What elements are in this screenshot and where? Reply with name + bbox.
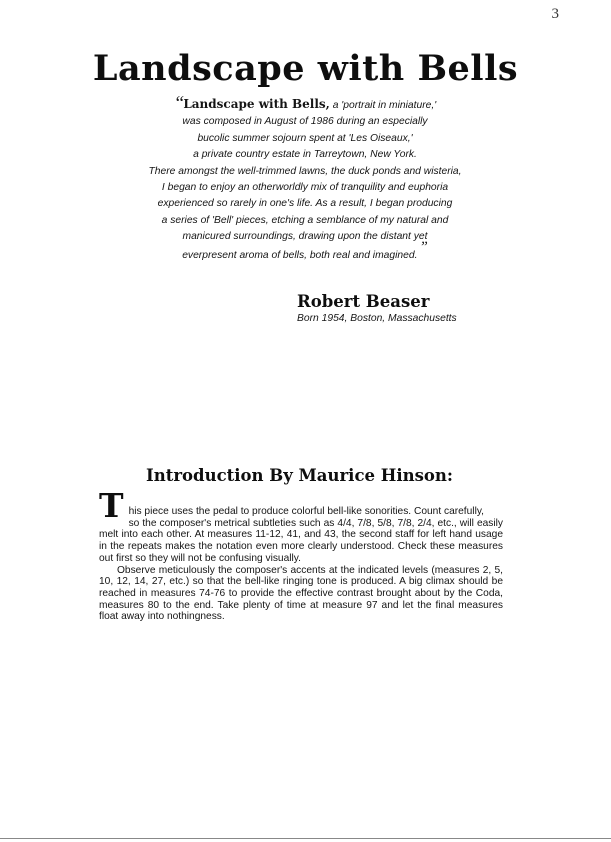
quote-line: manicured surroundings, drawing upon the distant yet xyxy=(182,231,428,243)
quote-line-1-rest: a 'portrait in miniature,' xyxy=(329,100,437,111)
introduction-body xyxy=(99,486,503,623)
paragraph-1-first-line: his piece uses the pedal to produce colorful bell-like sonorities. Count carefully, xyxy=(128,506,484,517)
page-number: 3 xyxy=(551,6,559,22)
introduction-paragraph-1 xyxy=(99,486,503,565)
quote-lead-title: Landscape with Bells, xyxy=(183,97,330,111)
quote-line: a series of 'Bell' pieces, etching a semblance of my natural and xyxy=(161,214,449,226)
close-quote-mark: ” xyxy=(419,238,428,255)
quote-line: There amongst the well-trimmed lawns, the duck ponds and wisteria, xyxy=(148,165,462,177)
composer-quote xyxy=(120,93,490,264)
quote-line: a private country estate in Tarreytown, New York. xyxy=(193,149,417,161)
paragraph-1-rest: so the composer's metrical subtleties such as 4/4, 7/8, 5/8, 7/8, 2/4, etc., will easily melt into each other. At measures 11-12, 41, and 43, the second staff for left hand usage in the repeats makes the notation even more clearly understood. Check these measures out first so they will not be confusing visually. xyxy=(99,517,503,564)
quote-line: was composed in August of 1986 during an especially xyxy=(182,116,428,128)
quote-line: experienced so rarely in one's life. As a result, I began producing xyxy=(157,198,453,210)
introduction-paragraph-2: Observe meticulously the composer's accents at the indicated levels (measures 2, 5, 10, 12, 14, 27, etc.) so that the bell-like ringing tone is produced. A big climax should be reached in measures 74-76 to provide the effective contrast brought about by the Coda, measures 80 to the end. Take plenty of time at measure 97 and let the final measures float away into nothingness. xyxy=(99,564,503,623)
introduction-heading: Introduction By Maurice Hinson: xyxy=(146,466,453,485)
composer-name: Robert Beaser xyxy=(297,292,430,311)
page-title: Landscape with Bells xyxy=(92,48,519,89)
composer-info: Born 1954, Boston, Massachusetts xyxy=(297,313,457,324)
quote-line-last-text: everpresent aroma of bells, both real and imagined. xyxy=(182,249,418,261)
quote-line-1 xyxy=(120,93,490,114)
bottom-rule xyxy=(0,838,611,839)
open-quote-mark: “ xyxy=(173,93,184,114)
quote-line: I began to enjoy an otherworldly mix of tranquility and euphoria xyxy=(161,182,449,194)
drop-cap: T xyxy=(99,486,124,525)
quote-line-last xyxy=(120,238,490,264)
quote-line: bucolic summer sojourn spent at 'Les Oiseaux,' xyxy=(197,132,413,144)
